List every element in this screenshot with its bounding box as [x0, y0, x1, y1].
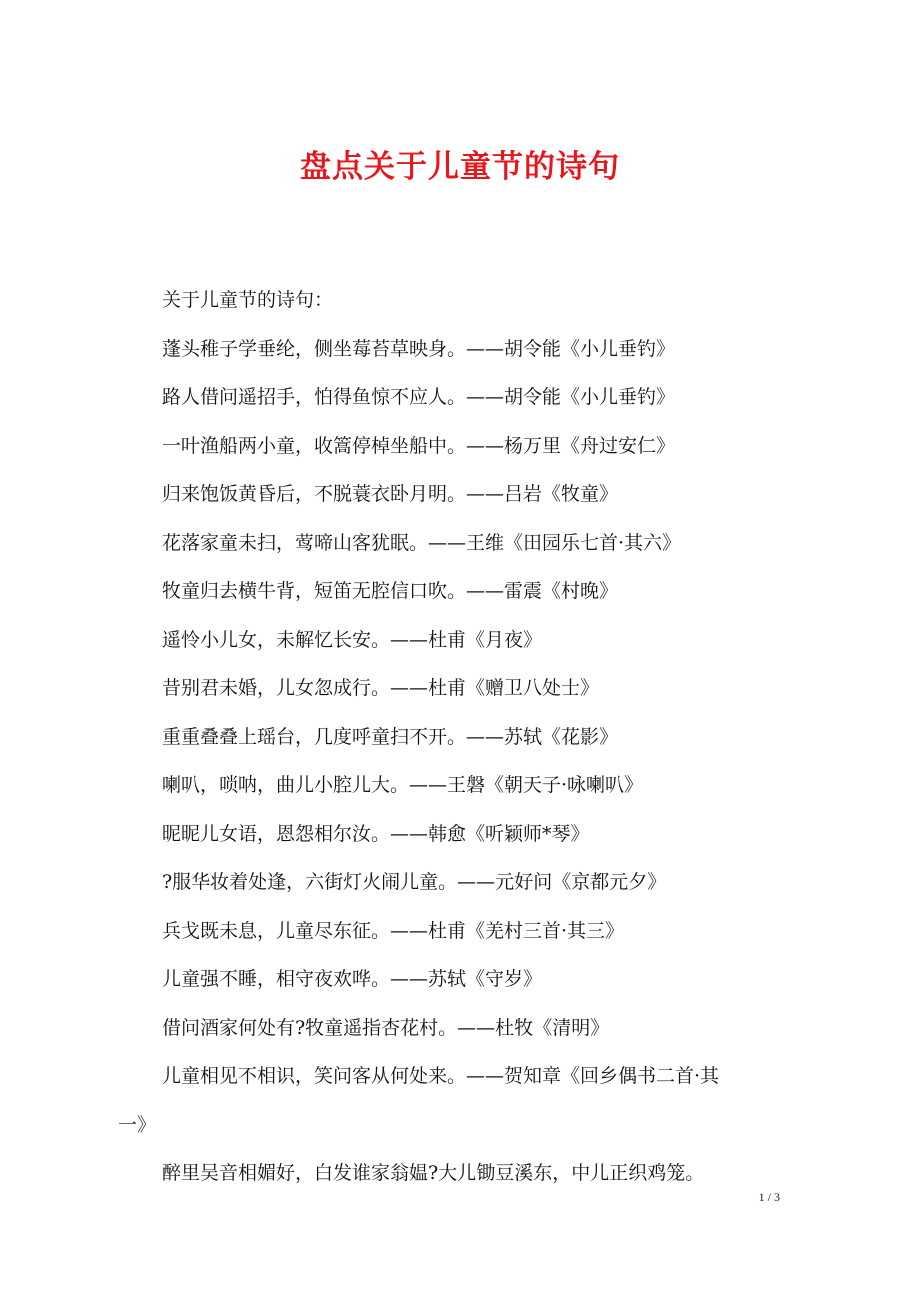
- poem-line: 牧童归去横牛背，短笛无腔信口吹。——雷震《村晚》: [162, 580, 619, 602]
- poem-line: 重重叠叠上瑶台，几度呼童扫不开。——苏轼《花影》: [162, 725, 619, 748]
- poem-line: 兵戈既未息，儿童尽东征。——杜甫《羌村三首·其三》: [162, 919, 625, 942]
- poem-line: 喇叭，唢呐，曲儿小腔儿大。——王磐《朝天子·咏喇叭》: [162, 774, 644, 796]
- poem-line: 昔别君未婚，儿女忽成行。——杜甫《赠卫八处士》: [162, 677, 600, 699]
- poem-line: 归来饱饭黄昏后，不脱蓑衣卧月明。——吕岩《牧童》: [162, 483, 619, 505]
- intro-line: 关于儿童节的诗句：: [162, 289, 334, 311]
- poem-line-continuation: 一》: [118, 1113, 157, 1136]
- poem-line: 遥怜小儿女，未解忆长安。——杜甫《月夜》: [162, 628, 543, 651]
- poem-line: 儿童相见不相识，笑问客从何处来。——贺知章《回乡偶书二首·其: [162, 1065, 720, 1087]
- poem-line: 昵昵儿女语，恩怨相尔汝。——韩愈《听颖师*琴》: [162, 822, 590, 845]
- poem-line: 一叶渔船两小童，收篙停棹坐船中。——杨万里《舟过安仁》: [162, 434, 676, 457]
- page-indicator: 1 / 3: [758, 1190, 780, 1204]
- poem-line: 蓬头稚子学垂纶，侧坐莓苔草映身。——胡令能《小儿垂钓》: [162, 337, 676, 360]
- poem-list: [118, 276, 790, 1198]
- poem-line: 花落家童未扫，莺啼山客犹眠。——王维《田园乐七首·其六》: [162, 531, 682, 554]
- poem-line: 儿童强不睡，相守夜欢哗。——苏轼《守岁》: [162, 968, 543, 990]
- poem-line: 借问酒家何处有?牧童遥指杏花村。——杜牧《清明》: [162, 1016, 610, 1039]
- poem-line: 路人借问遥招手，怕得鱼惊不应人。——胡令能《小儿垂钓》: [162, 386, 676, 408]
- poem-line: 醉里吴音相媚好，白发谁家翁媪?大儿锄豆溪东，中儿正织鸡笼。: [162, 1162, 705, 1184]
- poem-line: ?服华妆着处逢，六街灯火闹儿童。——元好问《京都元夕》: [162, 871, 667, 893]
- page-title: 盘点关于儿童节的诗句: [300, 149, 620, 185]
